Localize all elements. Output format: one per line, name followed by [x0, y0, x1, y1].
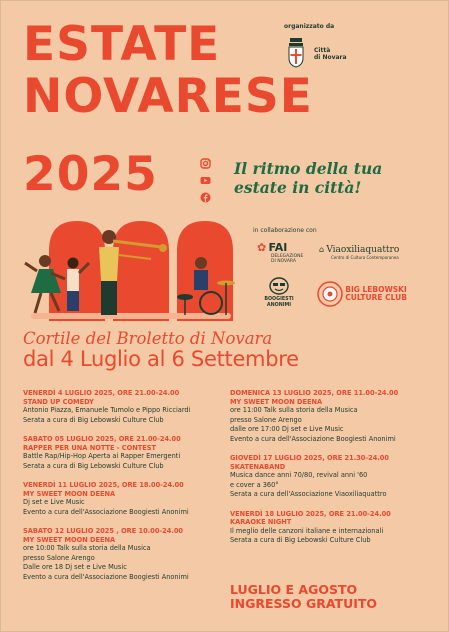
- event-detail: Evento a cura dell'Associazione Boogiesti Anonimi: [23, 507, 189, 516]
- city-name: Città di Novara: [314, 47, 347, 61]
- events-right-column: [230, 389, 430, 556]
- event-item: [23, 481, 223, 517]
- event-detail: presso Salone Arengo: [23, 553, 95, 562]
- event-item: [230, 454, 430, 500]
- event-item: [23, 435, 223, 471]
- event-detail: Musica dance anni 70/80, revival anni '60: [230, 471, 368, 479]
- event-name: MY SWEET MOON DEENA: [23, 535, 116, 544]
- event-detail: ore 10:00 Talk sulla storia della Musica: [23, 544, 151, 552]
- viaoxilia-subtitle: Centro di Cultura Contemporanea: [331, 255, 399, 260]
- event-detail: Serata a cura di Big Lebowski Culture Club: [23, 415, 164, 424]
- event-detail: Il meglio delle canzoni italiane e internazionali: [230, 526, 384, 535]
- event-detail: Serata a cura di Big Lebowski Culture Club: [23, 461, 164, 470]
- lebowski-logo: [317, 281, 407, 307]
- viaoxilia-logo: [319, 245, 399, 260]
- event-item: [230, 510, 430, 546]
- viaoxilia-mark-icon: ⌂: [319, 245, 325, 254]
- boogiesti-logo: [259, 277, 299, 308]
- event-detail: Dalle ore 18 Dj set e Live Music: [23, 563, 127, 571]
- event-detail: Antonio Piazza, Emanuele Tumolo e Pippo Ricciardi: [23, 406, 191, 414]
- event-detail: Dj set e Live Music: [23, 498, 85, 506]
- organizer-label: organizzato da: [284, 23, 335, 30]
- event-item: [23, 389, 223, 425]
- events-left-column: [23, 389, 223, 592]
- event-date: VENERDÌ 4 LUGLIO 2025, ORE 21.00-24.00: [23, 389, 180, 397]
- event-date: SABATO 12 LUGLIO 2025 , ORE 10.00-24.00: [23, 527, 184, 535]
- slogan: Il ritmo della tua estate in città!: [234, 159, 383, 197]
- event-detail: Serata a cura di Big Lebowski Culture Club: [230, 536, 371, 544]
- lebowski-badge-icon: [317, 281, 343, 307]
- event-name: KARAOKE NIGHT: [230, 518, 292, 526]
- event-name: MY SWEET MOON DEENA: [23, 489, 116, 498]
- fai-logo: [257, 241, 303, 264]
- event-detail: dalle ore 17:00 Dj set e Live Music: [230, 425, 344, 433]
- event-date: SABATO 05 LUGLIO 2025, ORE 21.00-24.00: [23, 435, 181, 443]
- promo-line-1: LUGLIO E AGOSTO: [230, 582, 358, 597]
- event-name: MY SWEET MOON DEENA: [230, 397, 323, 406]
- event-name: RAPPER PER UNA NOTTE - CONTEST: [23, 443, 157, 452]
- event-detail: Battle Rap/Hip-Hop Aperta ai Rapper Emergenti: [23, 452, 181, 460]
- event-detail: ore 11:00 Talk sulla storia della Musica: [230, 406, 358, 414]
- boogiesti-name: BOOGIESTI ANONIMI: [264, 297, 294, 308]
- boogiesti-face-icon: [269, 277, 289, 295]
- event-name: STAND UP COMEDY: [23, 397, 94, 406]
- event-detail: Serata a cura dell'Associazione Viaoxiliaquattro: [230, 490, 387, 498]
- fai-subtitle: DELEGAZIONE DI NOVARA: [271, 254, 304, 264]
- event-dates: dal 4 Luglio al 6 Settembre: [23, 347, 299, 371]
- promo-line-2: INGRESSO GRATUITO: [230, 596, 378, 611]
- event-detail: presso Salone Arengo: [230, 415, 302, 424]
- event-date: GIOVEDÌ 17 LUGLIO 2025, ORE 21.30-24.00: [230, 454, 389, 462]
- collaboration-label: in collaborazione con: [253, 227, 317, 234]
- viaoxilia-name: Viaoxiliaquattro: [326, 245, 400, 255]
- lebowski-name: BIG LEBOWSKI CULTURE CLUB: [345, 285, 407, 302]
- fai-name: FAI: [268, 241, 288, 254]
- event-date: VENERDÌ 18 LUGLIO 2025, ORE 21.00-24.00: [230, 509, 391, 518]
- event-item: [23, 527, 223, 582]
- promo: [230, 583, 377, 611]
- event-date: VENERDÌ 11 LUGLIO 2025, ORE 18.00-24.00: [23, 481, 184, 489]
- event-item: [230, 389, 430, 444]
- fai-mark-icon: ✿: [257, 241, 267, 254]
- title-line-2: NOVARESE: [23, 69, 313, 124]
- event-detail: e cover a 360°: [230, 480, 279, 489]
- event-detail: Evento a cura dell'Associazione Boogiesti Anonimi: [230, 434, 396, 443]
- venue: Cortile del Broletto di Novara: [23, 329, 273, 348]
- title-year: 2025: [23, 147, 158, 202]
- event-date: DOMENICA 13 LUGLIO 2025, ORE 11.00-24.00: [230, 389, 399, 397]
- title-line-1: ESTATE: [23, 17, 221, 72]
- event-detail: Evento a cura dell'Associazione Boogiesti Anonimi: [23, 572, 189, 581]
- event-name: SKATENABAND: [230, 462, 286, 471]
